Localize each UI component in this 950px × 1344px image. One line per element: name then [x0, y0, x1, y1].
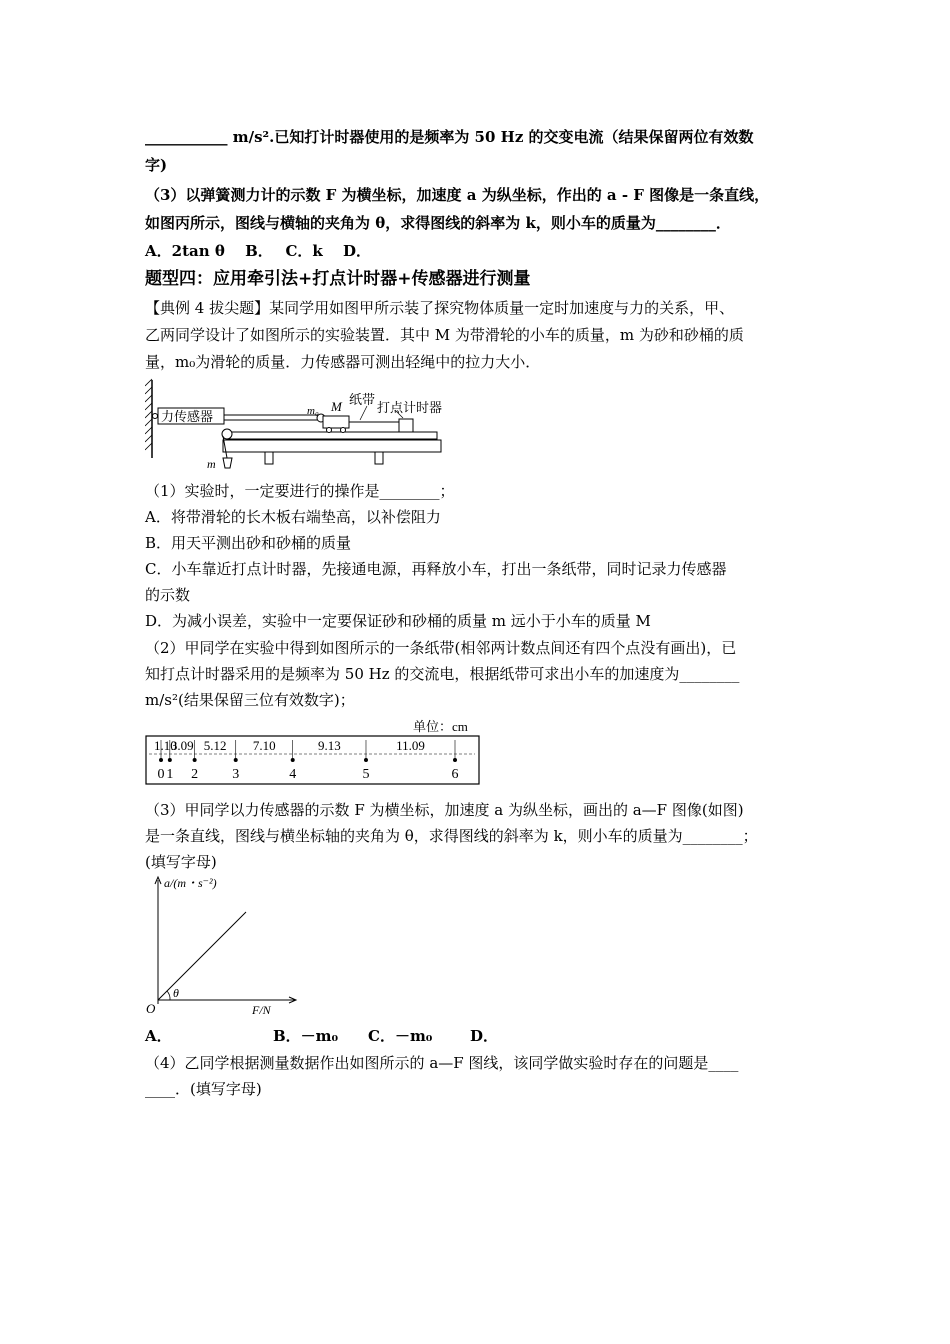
tape-label: 纸带	[349, 392, 376, 407]
q1-option-d: D．为减小误差，实验中一定要保证砂和砂桶的质量 m 远小于小车的质量 M	[145, 612, 651, 630]
tape-segment-label-6: 11.09	[396, 738, 425, 753]
q2-line-3: m/s²(结果保留三位有效数字)；	[145, 691, 355, 709]
tape-pointer	[360, 406, 367, 420]
cart-wheel-left	[327, 428, 332, 433]
timer-label: 打点计时器	[377, 400, 443, 415]
af-graph	[140, 874, 300, 1020]
table-leg-left	[265, 452, 273, 464]
q2-line-1: （2）甲同学在实验中得到如图所示的一条纸带(相邻两计数点间还有四个点没有画出)，已	[145, 639, 737, 657]
long-board	[227, 432, 437, 439]
example-line-2: 乙两同学设计了如图所示的实验装置．其中 M 为带滑轮的小车的质量，m 为砂和砂桶的质	[145, 326, 744, 344]
q3a-line-1: （3）以弹簧测力计的示数 F 为横坐标，加速度 a 为纵坐标，作出的 a - F 图像是一条直线，	[145, 186, 770, 204]
x-axis-label: F/N	[252, 1003, 271, 1017]
q3a-options: A．2tan θ B． C．k D．	[145, 242, 372, 260]
tape-point-label-3: 3	[232, 767, 240, 782]
bucket-mass-label: m	[207, 457, 216, 471]
force-sensor-label: 力传感器	[161, 409, 214, 424]
tape-point-label-6: 6	[451, 767, 459, 782]
tape-segment-label-1: 1.10	[154, 738, 177, 753]
tape-point-label-0: 0	[157, 767, 165, 782]
top-line-1-text: m/s².已知打计时器使用的是频率为 50 Hz 的交变电流（结果保留两位有效数	[232, 128, 754, 146]
angle-label: θ	[173, 986, 179, 1000]
q3a-line-2: 如图丙所示，图线与横轴的夹角为 θ，求得图线的斜率为 k，则小车的质量为________．	[145, 214, 731, 232]
cart-mass-label: M	[331, 399, 342, 414]
tape-segment-label-2: 3.09	[170, 738, 194, 753]
angle-arc	[167, 991, 170, 1000]
tape-diagram	[145, 716, 485, 788]
tape-segment-label-4: 7.10	[252, 738, 276, 753]
q2-line-2: 知打点计时器采用的是频率为 50 Hz 的交流电，根据纸带可求出小车的加速度为________	[145, 665, 740, 683]
y-axis-label: a/(m・s⁻²)	[164, 876, 217, 890]
wall-hatching	[145, 379, 152, 450]
table	[223, 440, 441, 452]
q1-stem: （1）实验时，一定要进行的操作是________；	[145, 482, 455, 500]
q3b-line-1: （3）甲同学以力传感器的示数 F 为横坐标，加速度 a 为纵坐标，画出的 a—F 图像(如图)	[145, 801, 744, 819]
q3b-line-2: 是一条直线，图线与横坐标轴的夹角为 θ，求得图线的斜率为 k，则小车的质量为________；	[145, 827, 758, 845]
q3b-option-d: D．	[470, 1027, 499, 1045]
timer	[399, 419, 413, 432]
q1-option-b: B．用天平测出砂和砂桶的质量	[145, 534, 352, 552]
q1-option-c-cont: 的示数	[145, 586, 191, 604]
q3b-option-b: B．－m₀	[273, 1027, 339, 1045]
origin-label: O	[146, 1001, 156, 1016]
tape-segment-label-5: 9.13	[317, 738, 341, 753]
tape-point-label-1: 1	[166, 767, 174, 782]
q3b-line-3: (填写字母)	[145, 853, 217, 871]
q4-line-2: ____．(填写字母)	[145, 1080, 262, 1098]
top-line-2: 字)	[145, 156, 168, 174]
section-title: 题型四：应用牵引法+打点计时器+传感器进行测量	[145, 269, 531, 289]
tape-point-label-2: 2	[191, 767, 199, 782]
apparatus-diagram	[145, 378, 445, 473]
example-line-3: 量，m₀为滑轮的质量．力传感器可测出轻绳中的拉力大小．	[145, 353, 541, 371]
q3b-option-c: C．－m₀	[368, 1027, 433, 1045]
q4-line-1: （4）乙同学根据测量数据作出如图所示的 a—F 图线，该同学做实验时存在的问题是____	[145, 1054, 739, 1072]
q3b-option-a: A．	[145, 1027, 172, 1045]
cart	[323, 416, 349, 428]
tape-unit: 单位：cm	[413, 719, 468, 734]
table-leg-right	[375, 452, 383, 464]
top-line-1	[145, 126, 754, 148]
tape-point-label-4: 4	[289, 767, 297, 782]
sand-bucket	[223, 458, 232, 468]
pulley-mass-label: m₀	[307, 405, 319, 417]
tape-point-label-5: 5	[362, 767, 370, 782]
graph-line	[158, 912, 246, 1000]
sensor-hook	[153, 414, 158, 419]
tape-segment-label-3: 5.12	[203, 738, 227, 753]
answer-blank: ___________	[145, 128, 228, 146]
example-line-1: 【典例 4 拔尖题】某同学用如图甲所示装了探究物体质量一定时加速度与力的关系，甲、	[145, 299, 735, 317]
cart-wheel-right	[341, 428, 346, 433]
q1-option-a: A．将带滑轮的长木板右端垫高，以补偿阻力	[145, 508, 441, 526]
q1-option-c: C．小车靠近打点计时器，先接通电源，再释放小车，打出一条纸带，同时记录力传感器	[145, 560, 727, 578]
